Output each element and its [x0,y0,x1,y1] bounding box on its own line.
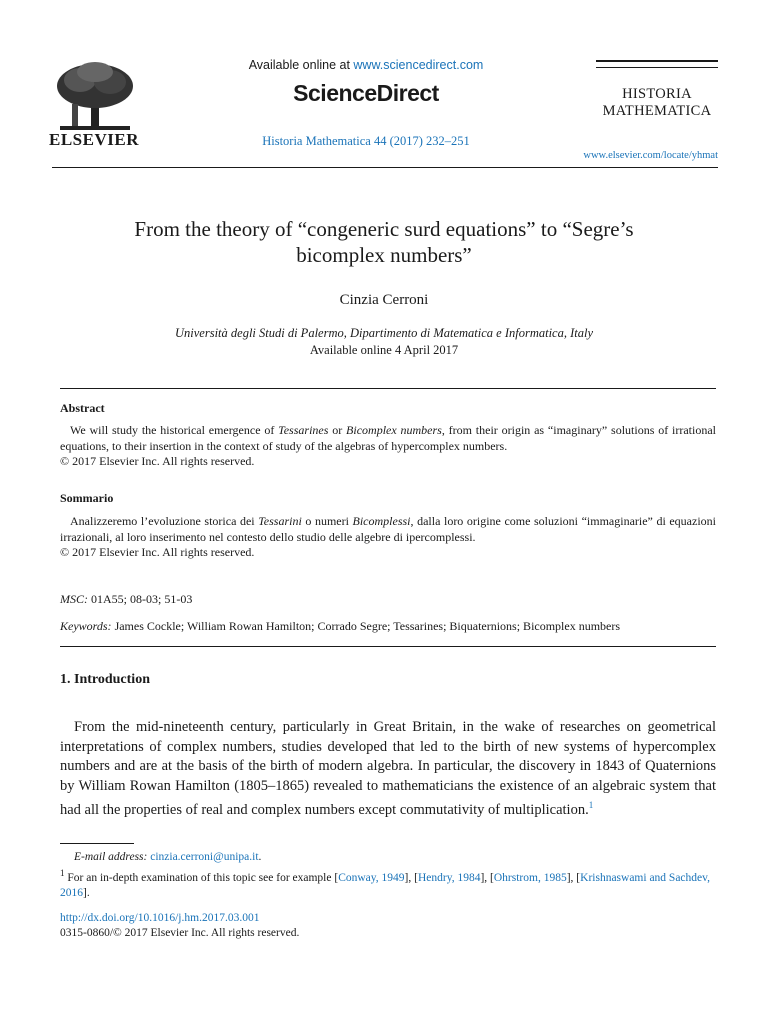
sommario-heading: Sommario [60,491,114,505]
sommario-copyright: © 2017 Elsevier Inc. All rights reserved. [60,545,255,559]
keywords-divider [60,646,716,647]
section-heading-introduction: 1. Introduction [60,672,150,687]
author-email-link[interactable]: cinzia.cerroni@unipa.it [150,851,259,863]
email-footnote: E-mail address: cinzia.cerroni@unipa.it. [74,851,262,863]
abstract-text: We will study the historical emergence of Tessarines or Bicomplex numbers, from their origin as “imaginary” solutions of irrational equations, to their insertion in the context of study of the algebras of hypercomplex numbers. [60,423,716,453]
abstract-heading: Abstract [60,401,105,415]
journal-homepage-link[interactable]: www.elsevier.com/locate/yhmat [583,150,718,161]
footnote-1: $^1$ For an in-depth examination of this topic see for example [Conway, 1949], [Hendry, 1984], [Ohrstrom, 1985], [Krishnaswami and Sachdev, 2016]. [60,868,711,899]
abstract-top-divider [60,388,716,389]
keywords: Keywords: James Cockle; William Rowan Hamilton; Corrado Segre; Tessarines; Biquaternions; Bicomplex numbers [60,619,621,633]
ref-krishnaswami-sachdev-2016[interactable]: Krishnaswami and Sachdev, 2016 [60,871,711,899]
sommario-text: Analizzeremo l’evoluzione storica dei Tessarini o numeri Bicomplessi, dalla loro origine come soluzioni “immaginarie” di equazioni irrazionali, al loro inserimento nel contesto dello studio delle algebre di ipercomplessi. [60,514,717,544]
journal-title [590,86,724,120]
issn-copyright: 0315-0860/© 2017 Elsevier Inc. All rights reserved. [60,927,300,939]
intro-paragraph: From the mid-nineteenth century, particularly in Great Britain, in the wake of researches on geometrical interpretations of complex numbers, studies developed that led to the birth of new systems of hypercomplex numbers and are at the basis of the birth of modern algebra. In particular, the discovery in 1843 of Quaternions by William Rowan Hamilton (1805–1865) revealed to mathematicians the existence of an algebraic system that had all the properties of real and complex numbers except commutativity of multiplication.$^1$ [60,719,716,818]
journal-title-line2: MATHEMATICA [602,103,712,119]
article-title [60,216,708,268]
publisher-name: ELSEVIER [49,130,139,149]
ref-hendry-1984[interactable]: Hendry, 1984 [417,871,481,884]
author-name[interactable]: Cinzia Cerroni [339,292,429,308]
journal-reference-link[interactable]: Historia Mathematica 44 (2017) 232–251 [262,134,470,148]
journal-rule-top [596,60,718,62]
footnote-rule [60,843,134,844]
title-line2: bicomplex numbers” [296,243,472,267]
ref-ohrstrom-1985[interactable]: Ohrstrom, 1985 [493,871,567,884]
journal-title-line1: HISTORIA [622,86,692,102]
sciencedirect-wordmark: ScienceDirect [293,80,439,106]
doi-link[interactable]: http://dx.doi.org/10.1016/j.hm.2017.03.001 [60,912,260,924]
available-date: Available online 4 April 2017 [309,343,459,357]
available-online [200,58,532,72]
title-line1: From the theory of “congeneric surd equations” to “Segre’s [134,217,634,241]
ref-conway-1949[interactable]: Conway, 1949 [338,871,405,884]
author-affiliation: Università degli Studi di Palermo, Dipartimento di Matematica e Informatica, Italy [175,326,593,340]
header-divider [52,167,718,168]
available-prefix: Available online at [248,58,354,72]
sciencedirect-link[interactable]: www.sciencedirect.com [353,58,484,72]
journal-rule-sub [596,67,718,68]
footnote-1-marker[interactable]: 1 [588,800,594,810]
msc-codes: MSC: 01A55; 08-03; 51-03 [60,592,193,606]
abstract-copyright: © 2017 Elsevier Inc. All rights reserved. [60,454,255,468]
